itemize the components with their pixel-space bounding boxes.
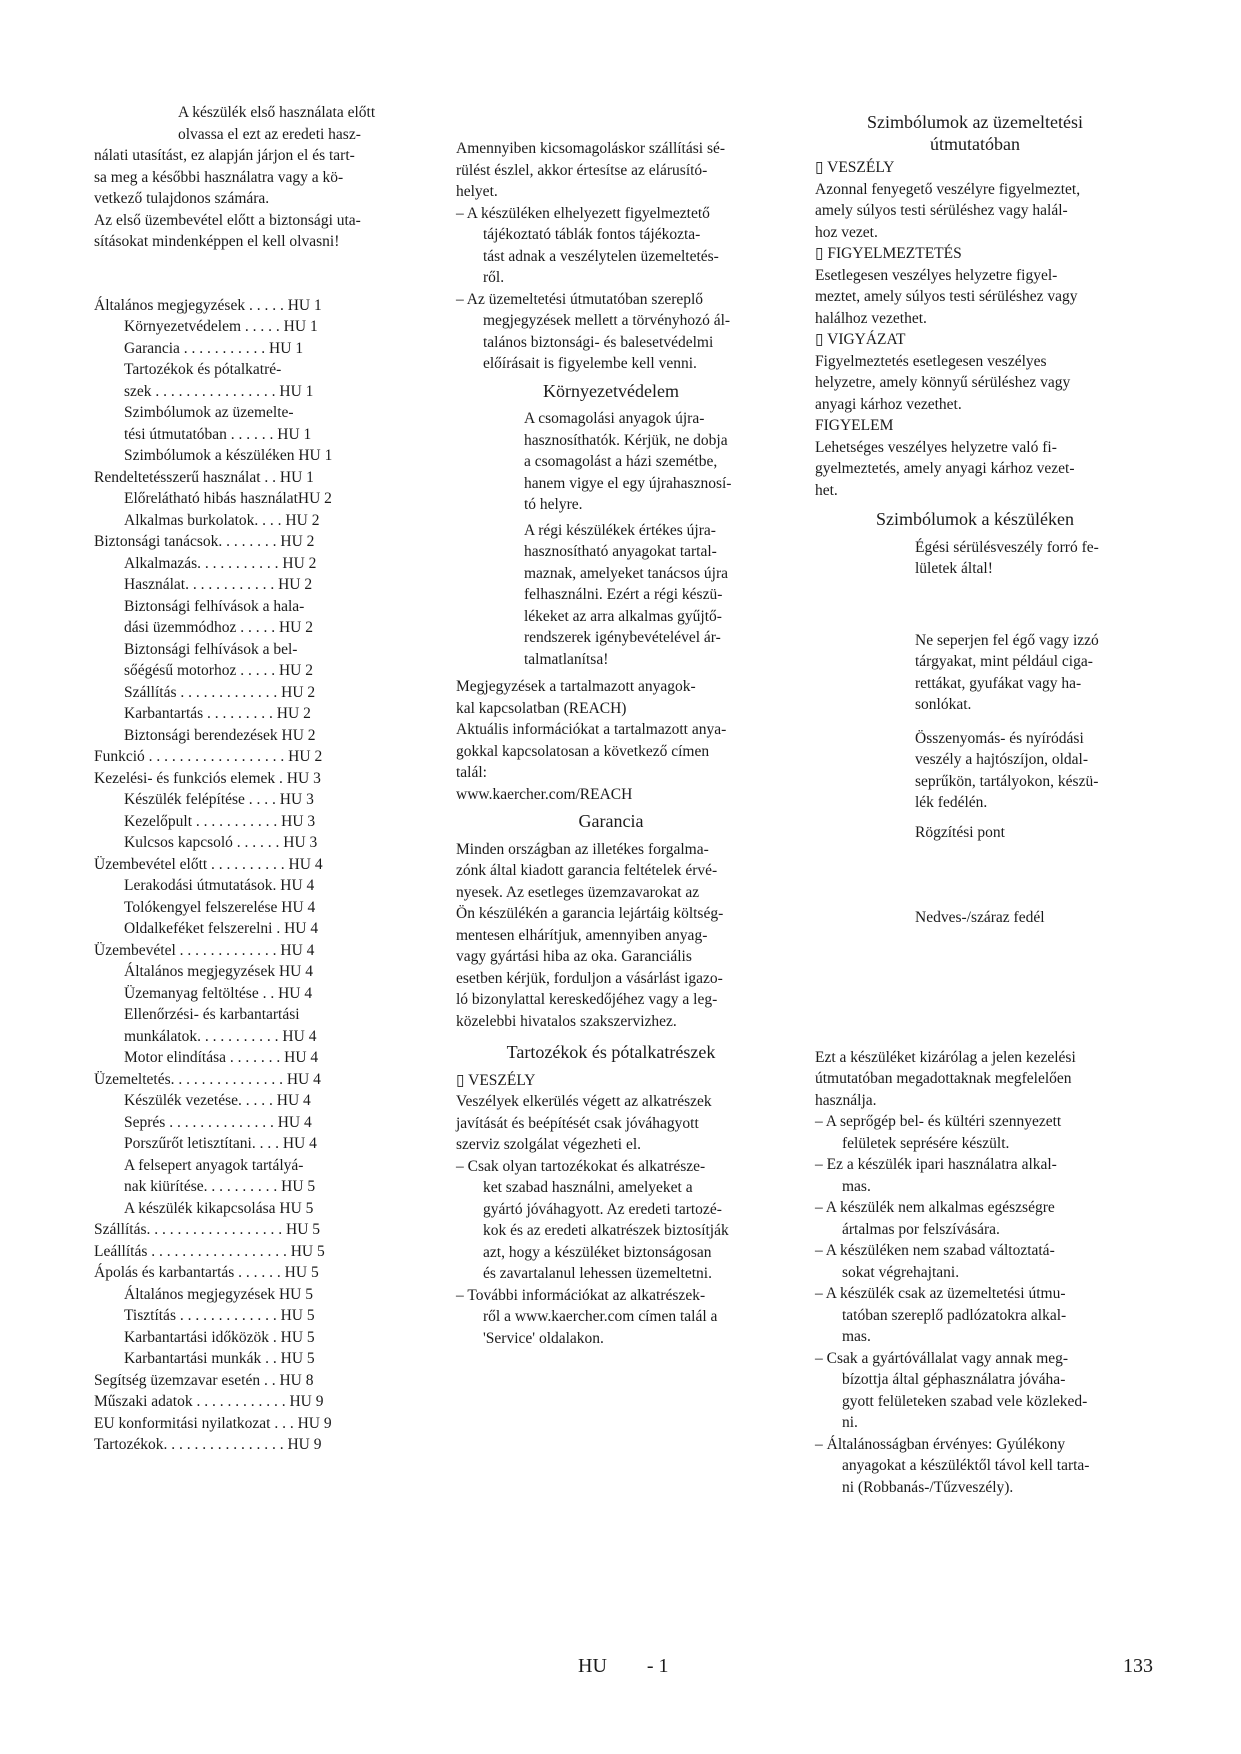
- bullet-line: talános biztonsági- és balesetvédelmi: [483, 333, 714, 351]
- bullet-line: – További információkat az alkatrészek-: [456, 1286, 706, 1304]
- bullet-line: – Az üzemeltetési útmutatóban szereplő: [456, 290, 704, 308]
- device-symbol-fixing-point: Rögzítési pont: [915, 823, 1005, 841]
- toc-entry: Segítség üzemzavar esetén . . HU 8: [94, 1371, 314, 1389]
- caution-text: [815, 351, 1135, 416]
- toc-entry: Üzembevétel . . . . . . . . . . . . . HU 4: [94, 941, 315, 959]
- toc-entry: Szállítás. . . . . . . . . . . . . . . . . . HU 5: [94, 1221, 321, 1238]
- text-line: Figyelmeztetés esetlegesen veszélyes: [815, 352, 1047, 370]
- toc-entry: Biztonsági tanácsok. . . . . . . . HU 2: [94, 533, 315, 550]
- text-line: anyagi kárhoz vezethet.: [815, 395, 962, 413]
- transport-paragraph: [456, 138, 766, 203]
- text-line: talmatlanítsa!: [524, 650, 609, 668]
- caution-label: ▯ VIGYÁZAT: [815, 331, 906, 348]
- bullet-line: felületek seprésére készült.: [842, 1134, 1010, 1152]
- toc-entry: Üzembevétel előtt . . . . . . . . . . HU 4: [94, 855, 323, 873]
- bullet-item: [456, 1156, 766, 1285]
- text-line: Azonnal fenyegető veszélyre figyelmeztet,: [815, 180, 1081, 198]
- text-line: A régi készülékek értékes újra-: [524, 521, 716, 539]
- text-line: Összenyomás- és nyíródási: [915, 729, 1084, 747]
- bullet-line: gyott felületeken szabad vele közleked-: [842, 1392, 1088, 1410]
- toc-entry: Alkalmazás. . . . . . . . . . . HU 2: [124, 554, 317, 572]
- general-bullets: [456, 203, 766, 375]
- toc-entry: Készülék felépítése . . . . HU 3: [124, 791, 314, 808]
- toc-entry: Kulcsos kapcsoló . . . . . . HU 3: [124, 834, 318, 851]
- danger-label: ▯ VESZÉLY: [815, 159, 895, 176]
- column-1: [94, 102, 416, 1456]
- environment-paragraph-2: [456, 520, 766, 671]
- intro-line-4: sa meg a későbbi használatra vagy a kö-: [94, 168, 344, 186]
- toc-entry: Műszaki adatok . . . . . . . . . . . . HU 9: [94, 1393, 324, 1410]
- table-of-contents: [94, 295, 416, 1456]
- toc-entry: Ellenőrzési- és karbantartási: [124, 1006, 300, 1023]
- text-line: zónk által kiadott garancia feltételek érvé-: [456, 862, 718, 879]
- bullet-line: – A készülék nem alkalmas egészségre: [815, 1199, 1055, 1216]
- intro-line-1: A készülék első használata előtt: [178, 104, 376, 121]
- text-line: Veszélyek elkerülés végett az alkatrészek: [456, 1093, 712, 1110]
- text-line: ló bizonylattal kereskedőjéhez vagy a leg-: [456, 991, 718, 1008]
- toc-entry: EU konformitási nyilatkozat . . . HU 9: [94, 1414, 332, 1432]
- toc-entry: Seprés . . . . . . . . . . . . . . HU 4: [124, 1113, 312, 1131]
- intended-use-bullets: [815, 1111, 1135, 1498]
- toc-entry: Üzemanyag feltöltése . . HU 4: [124, 984, 313, 1002]
- text-line: talál:: [456, 764, 487, 781]
- bullet-line: megjegyzések mellett a törvényhozó ál-: [483, 312, 731, 329]
- warranty-heading: Garancia: [578, 811, 644, 831]
- intro-line-7: sításokat mindenképpen el kell olvasni!: [94, 233, 340, 250]
- toc-entry: szek . . . . . . . . . . . . . . . . HU 1: [124, 382, 314, 400]
- toc-entry: Alkalmas burkolatok. . . . HU 2: [124, 511, 320, 529]
- bullet-line: sokat végrehajtani.: [842, 1263, 960, 1281]
- text-line: esetben kérjük, forduljon a vásárlást igazo-: [456, 969, 723, 987]
- text-line: nyesek. Az esetleges üzemzavarokat az: [456, 883, 700, 901]
- text-line: rülést észlel, akkor értesítse az elárusító-: [456, 161, 708, 179]
- bullet-line: – Csak olyan tartozékokat és alkatrésze-: [456, 1157, 706, 1175]
- warning-text: [815, 265, 1135, 330]
- toc-entry: Karbantartás . . . . . . . . . HU 2: [124, 705, 311, 722]
- bullet-line: tatóban szereplő padlózatokra alkal-: [842, 1306, 1067, 1324]
- toc-entry: Előrelátható hibás használatHU 2: [124, 490, 332, 507]
- text-line: Minden országban az illetékes forgalma-: [456, 840, 709, 858]
- toc-entry: Motor elindítása . . . . . . . HU 4: [124, 1049, 319, 1066]
- bullet-line: – A készülék csak az üzemeltetési útmu-: [815, 1285, 1066, 1302]
- bullet-item: [815, 1283, 1135, 1348]
- toc-entry: Rendeltetésszerű használat . . HU 1: [94, 468, 314, 486]
- toc-entry: Általános megjegyzések HU 5: [124, 1285, 313, 1303]
- text-line: rendszerek igénybevételével ár-: [524, 629, 721, 646]
- footer-page-number: 133: [1123, 1655, 1153, 1677]
- bullet-item: [815, 1154, 1135, 1197]
- footer-lang: HU: [578, 1655, 607, 1677]
- accessories-bullets: [456, 1156, 766, 1350]
- bullet-line: – Ez a készülék ipari használatra alkal-: [815, 1156, 1057, 1173]
- toc-entry: Használat. . . . . . . . . . . . HU 2: [124, 576, 313, 593]
- text-line: gokkal kapcsolatosan a következő címen: [456, 742, 710, 760]
- text-line: vagy gyártási hiba az oka. Garanciális: [456, 948, 692, 965]
- text-line: Amennyiben kicsomagoláskor szállítási sé-: [456, 140, 726, 157]
- footer-page-label: [578, 1656, 669, 1678]
- bullet-item: [456, 1285, 766, 1350]
- text-line: mentesen elhárítjuk, amennyiben anyag-: [456, 926, 708, 944]
- warranty-paragraph: [456, 839, 766, 1033]
- notice-text: [815, 437, 1135, 502]
- toc-entry: Lerakodási útmutatások. HU 4: [124, 877, 315, 894]
- text-line: kal kapcsolatban (REACH): [456, 699, 627, 717]
- toc-entry: Tartozékok. . . . . . . . . . . . . . . . HU 9: [94, 1436, 322, 1453]
- text-line: tó helyre.: [524, 496, 583, 513]
- environment-heading: Környezetvédelem: [543, 380, 679, 401]
- text-line: lék fedélén.: [915, 794, 988, 811]
- text-line: A csomagolási anyagok újra-: [524, 410, 705, 427]
- toc-entry: Karbantartási munkák . . HU 5: [124, 1350, 315, 1367]
- bullet-line: és zavartalanul lehessen üzemeltetni.: [483, 1265, 712, 1282]
- bullet-item: [456, 203, 766, 289]
- toc-entry: Porszűrőt letisztítani. . . . HU 4: [124, 1135, 317, 1152]
- column-3: [815, 112, 1135, 1498]
- text-line: amely súlyos testi sérüléshez vagy halál-: [815, 202, 1068, 219]
- text-line: használja.: [815, 1091, 877, 1109]
- text-line: Lehetséges veszélyes helyzetre való fi-: [815, 438, 1057, 456]
- text-line: útmutatóban megadottaknak megfelelően: [815, 1070, 1072, 1087]
- text-line: halálhoz vezethet.: [815, 309, 927, 327]
- text-line: www.kaercher.com/REACH: [456, 785, 633, 803]
- text-line: Aktuális információkat a tartalmazott anya-: [456, 721, 727, 738]
- text-line: maznak, amelyeket tanácsos újra: [524, 564, 728, 582]
- device-symbol-burn: [815, 537, 1135, 580]
- device-symbol-wet-dry-lid: Nedves-/száraz fedél: [915, 909, 1045, 926]
- bullet-line: gyártó jóváhagyott. Az eredeti tartozé-: [483, 1200, 722, 1218]
- toc-entry: Környezetvédelem . . . . . HU 1: [124, 318, 318, 335]
- toc-entry: Tolókengyel felszerelése HU 4: [124, 898, 316, 916]
- toc-entry: sőégésű motorhoz . . . . . HU 2: [124, 662, 313, 679]
- bullet-line: – Csak a gyártóvállalat vagy annak meg-: [815, 1349, 1069, 1367]
- toc-entry: Ápolás és karbantartás . . . . . . HU 5: [94, 1264, 319, 1281]
- bullet-line: ni (Robbanás-/Tűzveszély).: [842, 1478, 1014, 1496]
- text-line: rettákat, gyufákat vagy ha-: [915, 674, 1082, 692]
- intro-line-3: nálati utasítást, ez alapján járjon el és tart-: [94, 147, 355, 164]
- bullet-line: – A készüléken elhelyezett figyelmeztető: [456, 204, 710, 222]
- toc-entry: Kezelési- és funkciós elemek . HU 3: [94, 769, 321, 787]
- text-line: gyelmeztetés, amely anyagi kárhoz vezet-: [815, 460, 1075, 477]
- toc-entry: Tisztítás . . . . . . . . . . . . . HU 5: [124, 1307, 315, 1324]
- intro-line-5: vetkező tulajdonos számára.: [94, 190, 270, 207]
- environment-paragraph-1: [456, 408, 766, 516]
- bullet-line: ni.: [842, 1414, 858, 1431]
- text-line: het.: [815, 481, 838, 499]
- text-line: sonlókat.: [915, 696, 972, 713]
- toc-entry: Általános megjegyzések . . . . . HU 1: [94, 296, 322, 314]
- toc-entry: Garancia . . . . . . . . . . . HU 1: [124, 339, 304, 357]
- bullet-line: mas.: [842, 1328, 871, 1345]
- toc-entry: Tartozékok és pótalkatré-: [124, 361, 282, 378]
- bullet-line: tájékoztató táblák fontos tájékozta-: [483, 226, 701, 243]
- toc-entry: dási üzemmódhoz . . . . . HU 2: [124, 619, 313, 636]
- text-line: hasznosíthatók. Kérjük, ne dobja: [524, 431, 728, 449]
- toc-entry: Üzemeltetés. . . . . . . . . . . . . . . HU 4: [94, 1070, 321, 1088]
- text-line: veszély a hajtószíjon, oldal-: [915, 751, 1089, 768]
- bullet-item: [456, 289, 766, 375]
- text-line: Megjegyzések a tartalmazott anyagok-: [456, 678, 696, 695]
- text-line: közelebbi hivatalos szakszervizhez.: [456, 1012, 677, 1030]
- toc-entry: Leállítás . . . . . . . . . . . . . . . . . . HU 5: [94, 1242, 325, 1260]
- intro-line-6: Az első üzembevétel előtt a biztonsági uta-: [94, 211, 361, 229]
- toc-entry: Szimbólumok az üzemelte-: [124, 404, 294, 421]
- reach-paragraph: [456, 676, 766, 805]
- toc-entry: Kezelőpult . . . . . . . . . . . HU 3: [124, 812, 316, 830]
- toc-entry: A készülék kikapcsolása HU 5: [124, 1199, 314, 1217]
- bullet-line: – A készüléken nem szabad változtatá-: [815, 1242, 1055, 1259]
- toc-entry: Biztonsági felhívások a hala-: [124, 597, 305, 615]
- text-line: felhasználni. Ezért a régi készü-: [524, 586, 723, 603]
- text-line: Ezt a készüléket kizárólag a jelen kezelési: [815, 1048, 1076, 1066]
- text-line: helyet.: [456, 183, 498, 200]
- bullet-line: ket szabad használni, amelyeket a: [483, 1179, 693, 1196]
- bullet-line: ről a www.kaercher.com címen talál a: [483, 1308, 718, 1325]
- bullet-line: azt, hogy a készüléket biztonságosan: [483, 1243, 712, 1261]
- symbols-heading-line-2: útmutatóban: [930, 133, 1020, 154]
- bullet-line: mas.: [842, 1177, 871, 1195]
- toc-entry: Készülék vezetése. . . . . HU 4: [124, 1092, 311, 1109]
- bullet-item: [815, 1348, 1135, 1434]
- toc-entry: Általános megjegyzések HU 4: [124, 963, 313, 980]
- bullet-item: [815, 1197, 1135, 1240]
- bullet-line: tást adnak a veszélytelen üzemeltetés-: [483, 247, 719, 265]
- toc-entry: nak kiürítése. . . . . . . . . . HU 5: [124, 1178, 316, 1195]
- text-line: helyzetre, amely könnyű sérüléshez vagy: [815, 374, 1071, 391]
- toc-entry: Biztonsági felhívások a bel-: [124, 640, 298, 658]
- toc-entry: tési útmutatóban . . . . . . HU 1: [124, 425, 312, 443]
- text-line: hoz vezet.: [815, 223, 878, 241]
- text-line: javítását és beépítését csak jóváhagyott: [456, 1114, 699, 1132]
- text-line: hasznosítható anyagokat tartal-: [524, 543, 717, 560]
- device-symbols-heading: Szimbólumok a készüléken: [876, 509, 1074, 529]
- text-line: Esetlegesen veszélyes helyzetre figyel-: [815, 266, 1058, 284]
- toc-entry: munkálatok. . . . . . . . . . . HU 4: [124, 1027, 317, 1045]
- bullet-item: [815, 1111, 1135, 1154]
- toc-entry: Funkció . . . . . . . . . . . . . . . . . . HU 2: [94, 748, 323, 765]
- bullet-item: [815, 1434, 1135, 1499]
- text-line: hanem vigye el egy újrahasznosí-: [524, 474, 732, 492]
- bullet-line: anyagokat a készüléktől távol kell tarta-: [842, 1457, 1090, 1474]
- text-line: meztet, amely súlyos testi sérüléshez vagy: [815, 288, 1078, 305]
- accessories-heading: Tartozékok és pótalkatrészek: [506, 1042, 716, 1062]
- text-line: a csomagolást a házi szemétbe,: [524, 453, 718, 470]
- bullet-line: – A seprőgép bel- és kültéri szennyezett: [815, 1113, 1062, 1130]
- text-line: lékeket az arra alkalmas gyűjtő-: [524, 607, 722, 625]
- bullet-line: ártalmas por felszívására.: [842, 1220, 1000, 1238]
- notice-label: FIGYELEM: [815, 417, 894, 434]
- bullet-line: ről.: [483, 269, 505, 286]
- bullet-line: bízottja által géphasználatra jóváha-: [842, 1371, 1066, 1388]
- toc-entry: A felsepert anyagok tartályá-: [124, 1156, 304, 1174]
- text-line: seprűkön, tartályokon, készü-: [915, 772, 1099, 790]
- footer-page-suffix: - 1: [646, 1655, 669, 1677]
- column-2: [456, 138, 766, 1349]
- accessories-danger-label: ▯ VESZÉLY: [456, 1071, 536, 1089]
- text-line: Égési sérülésveszély forró fe-: [915, 538, 1099, 556]
- text-line: lületek által!: [915, 560, 993, 577]
- bullet-line: – Általánosságban érvényes: Gyúlékony: [815, 1435, 1066, 1453]
- bullet-line: 'Service' oldalakon.: [483, 1329, 604, 1347]
- device-symbol-crush-hazard: [815, 728, 1135, 814]
- toc-entry: Karbantartási időközök . HU 5: [124, 1328, 315, 1346]
- toc-entry: Oldalkeféket felszerelni . HU 4: [124, 920, 319, 937]
- toc-entry: Szállítás . . . . . . . . . . . . . HU 2: [124, 683, 316, 701]
- intended-use-paragraph: [815, 1047, 1135, 1112]
- text-line: szerviz szolgálat végezheti el.: [456, 1136, 642, 1153]
- bullet-line: kok és az eredeti alkatrészek biztosítják: [483, 1222, 729, 1239]
- bullet-line: előírásait is figyelembe kell venni.: [483, 355, 697, 372]
- bullet-item: [815, 1240, 1135, 1283]
- text-line: Ne seperjen fel égő vagy izzó: [915, 631, 1099, 649]
- toc-entry: Biztonsági berendezések HU 2: [124, 726, 316, 744]
- danger-text: [815, 179, 1135, 244]
- warning-label: ▯ FIGYELMEZTETÉS: [815, 245, 962, 262]
- accessories-paragraph: [456, 1091, 766, 1156]
- device-symbol-no-burning-objects: [815, 630, 1135, 716]
- symbols-heading-line-1: Szimbólumok az üzemeltetési: [867, 112, 1083, 132]
- text-line: Ön készülékén a garancia lejártáig költség-: [456, 905, 724, 922]
- text-line: tárgyakat, mint például ciga-: [915, 653, 1093, 670]
- toc-entry: Szimbólumok a készüléken HU 1: [124, 447, 333, 464]
- intro-line-2: olvassa el ezt az eredeti hasz-: [178, 125, 361, 143]
